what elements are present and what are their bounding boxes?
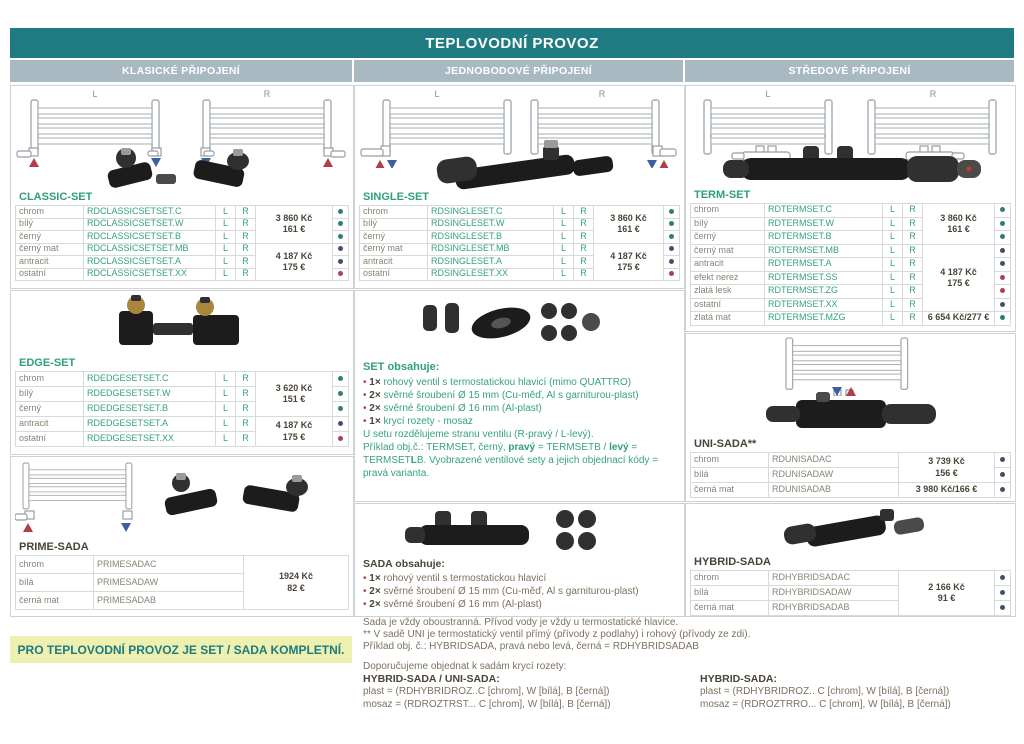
order-code: RDCLASSICSETSET.MB: [84, 243, 216, 256]
availability-dot: [1000, 575, 1005, 580]
set-note-example: Příklad obj.č.: TERMSET, černý, pravý = TERMSETB / levý = TERMSETLB. Vyobrazené ventilové sety a jejich objednací kódy = pravá varianta.: [363, 442, 659, 479]
side-right: R: [236, 402, 256, 417]
availability-dot: [338, 209, 343, 214]
flow-arrow-blue: [121, 523, 131, 532]
prime-sada-section: [10, 456, 354, 617]
order-code: RDCLASSICSETSET.XX: [84, 268, 216, 281]
side-right: R: [236, 417, 256, 432]
side-left: L: [216, 231, 236, 244]
finish-name: chrom: [16, 372, 84, 387]
availability-cell: [333, 268, 349, 281]
footer-recommendation: Doporučujeme objednat k sadám krycí rozety:: [363, 661, 567, 672]
order-code: RDCLASSICSETSET.C: [84, 206, 216, 219]
finish-name: bílý: [16, 218, 84, 231]
order-code: RDSINGLESET.A: [428, 256, 554, 269]
sada-contents-title: SADA obsahuje:: [363, 558, 445, 570]
availability-dot: [1000, 590, 1005, 595]
rosette-mosaz-line: mosaz = (RDROZTRST... C [chrom], W [bílá], B [černá]): [363, 699, 611, 710]
price-group: 4 187 Kč 175 €: [256, 243, 333, 281]
single-set-title: SINGLE-SET: [363, 191, 430, 203]
uni-sada-product-photo: [756, 390, 946, 438]
side-left: L: [883, 231, 903, 245]
flow-arrow-red: [659, 160, 669, 168]
finish-name: zlatá mat: [691, 312, 765, 326]
availability-cell: [664, 231, 680, 244]
rosette-block-hybrid-uni: [363, 673, 683, 711]
side-right: R: [574, 268, 594, 281]
availability-cell: [995, 586, 1011, 601]
finish-name: černý: [16, 402, 84, 417]
side-right: R: [903, 244, 923, 258]
price-group: 4 187 Kč 175 €: [923, 244, 995, 312]
availability-dot: [1000, 275, 1005, 280]
side-right: R: [574, 206, 594, 219]
order-code: RDHYBRIDSADAC: [769, 571, 899, 586]
order-code: RDTERMSET.B: [765, 231, 883, 245]
order-code: RDUNISADAB: [769, 483, 899, 498]
availability-dot: [338, 436, 343, 441]
classic-set-title: CLASSIC-SET: [19, 191, 93, 203]
finish-name: černý mat: [691, 244, 765, 258]
table-row: [360, 243, 680, 256]
availability-dot: [669, 221, 674, 226]
order-code: RDUNISADAW: [769, 468, 899, 483]
sada-contents-section: [354, 503, 685, 617]
order-code: PRIMESADAB: [94, 592, 244, 610]
term-set-table: [690, 203, 1011, 326]
term-set-product-photo: [711, 144, 991, 190]
availability-dot: [1000, 315, 1005, 320]
availability-cell: [664, 256, 680, 269]
diagram-label-left: L: [434, 89, 440, 99]
availability-cell: [333, 417, 349, 432]
availability-cell: [995, 601, 1011, 616]
availability-cell: [333, 206, 349, 219]
side-left: L: [216, 402, 236, 417]
side-right: R: [236, 231, 256, 244]
diagram-label-left: L: [765, 89, 771, 99]
order-code: RDUNISADAC: [769, 453, 899, 468]
uni-sada-section: [685, 333, 1016, 502]
page-title: TEPLOVODNÍ PROVOZ: [10, 28, 1014, 58]
finish-name: ostatní: [16, 432, 84, 447]
finish-name: antracit: [360, 256, 428, 269]
finish-name: ostatní: [691, 298, 765, 312]
order-code: RDEDGESETSET.C: [84, 372, 216, 387]
side-right: R: [903, 204, 923, 218]
availability-dot: [338, 391, 343, 396]
finish-name: chrom: [16, 206, 84, 219]
side-left: L: [883, 312, 903, 326]
list-item: • 2× svěrné šroubení Ø 15 mm (Cu-měď, Al s garniturou-plast): [363, 390, 639, 401]
availability-cell: [333, 387, 349, 402]
finish-name: černý mat: [360, 243, 428, 256]
price-group: 3 860 Kč 161 €: [256, 206, 333, 244]
column-header-classic: KLASICKÉ PŘIPOJENÍ: [10, 60, 352, 82]
column-header-single: JEDNOBODOVÉ PŘIPOJENÍ: [354, 60, 683, 82]
edge-set-table: [15, 371, 349, 447]
order-code: RDSINGLESET.W: [428, 218, 554, 231]
set-components-photo: [415, 295, 625, 357]
finish-name: černý: [360, 231, 428, 244]
price-group: 4 187 Kč 175 €: [256, 417, 333, 447]
table-row: [16, 417, 349, 432]
side-left: L: [216, 417, 236, 432]
finish-name: chrom: [691, 453, 769, 468]
side-right: R: [903, 298, 923, 312]
finish-name: bílý: [691, 217, 765, 231]
flow-arrow-red: [375, 160, 385, 168]
set-contents-section: [354, 290, 685, 502]
availability-cell: [333, 243, 349, 256]
table-row: [691, 453, 1011, 468]
availability-cell: [664, 243, 680, 256]
footer-note-2: ** V sadě UNI je termostatický ventil přímý (přívody z podlahy) i rohový (přívody ze zdi).: [363, 629, 751, 640]
footer-note-1: Sada je vždy oboustranná. Přívod vody je vždy u termostatické hlavice.: [363, 617, 679, 628]
finish-name: zlatá lesk: [691, 285, 765, 299]
order-code: PRIMESADAC: [94, 556, 244, 574]
availability-dot: [1000, 248, 1005, 253]
footer-note-3: Příklad obj. č.: HYBRIDSADA, pravá nebo levá, černá = RDHYBRIDSADAB: [363, 641, 699, 652]
side-left: L: [883, 217, 903, 231]
flow-arrow-red: [29, 158, 39, 167]
side-left: L: [883, 204, 903, 218]
order-code: RDTERMSET.MB: [765, 244, 883, 258]
side-left: L: [554, 268, 574, 281]
availability-dot: [1000, 221, 1005, 226]
side-left: L: [216, 372, 236, 387]
rosette-block-title: HYBRID-SADA / UNI-SADA:: [363, 673, 500, 685]
order-code: RDHYBRIDSADAW: [769, 586, 899, 601]
order-code: RDTERMSET.W: [765, 217, 883, 231]
side-right: R: [903, 271, 923, 285]
order-code: RDCLASSICSETSET.A: [84, 256, 216, 269]
availability-cell: [995, 244, 1011, 258]
single-set-product-photo: [425, 140, 625, 194]
order-code: RDEDGESETSET.A: [84, 417, 216, 432]
side-right: R: [574, 256, 594, 269]
availability-cell: [995, 468, 1011, 483]
availability-cell: [995, 231, 1011, 245]
table-row: [16, 556, 349, 574]
availability-dot: [338, 421, 343, 426]
list-item: • 2× svěrné šroubení Ø 16 mm (Al-plast): [363, 599, 542, 610]
side-left: L: [883, 244, 903, 258]
edge-set-product-photo: [101, 293, 271, 355]
finish-name: černý: [16, 231, 84, 244]
side-right: R: [236, 372, 256, 387]
finish-name: antracit: [16, 256, 84, 269]
availability-dot: [669, 259, 674, 264]
availability-dot: [1000, 457, 1005, 462]
edge-set-title: EDGE-SET: [19, 357, 76, 369]
table-row: [16, 243, 349, 256]
order-code: RDCLASSICSETSET.W: [84, 218, 216, 231]
finish-name: chrom: [691, 571, 769, 586]
finish-name: antracit: [16, 417, 84, 432]
availability-cell: [333, 372, 349, 387]
order-code: RDTERMSET.ZG: [765, 285, 883, 299]
side-left: L: [554, 206, 574, 219]
availability-cell: [333, 402, 349, 417]
list-item: • 1× rohový ventil s termostatickou hlavicí (mimo QUATTRO): [363, 377, 632, 388]
price-group: 3 739 Kč 156 €: [899, 453, 995, 483]
availability-cell: [995, 217, 1011, 231]
finish-name: ostatní: [360, 268, 428, 281]
availability-dot: [338, 259, 343, 264]
order-code: RDSINGLESET.B: [428, 231, 554, 244]
prime-sada-diagram-photo: [15, 459, 347, 539]
rosette-plast-line: plast = (RDHYBRIDROZ..C [chrom], W [bílá], B [černá]): [363, 686, 610, 697]
finish-name: ostatní: [16, 268, 84, 281]
side-right: R: [574, 243, 594, 256]
order-code: RDEDGESETSET.B: [84, 402, 216, 417]
single-set-section: [354, 85, 685, 289]
side-left: L: [216, 206, 236, 219]
price-single: 3 980 Kč/166 €: [899, 483, 995, 498]
side-right: R: [903, 312, 923, 326]
side-right: R: [236, 432, 256, 447]
term-set-title: TERM-SET: [694, 189, 751, 201]
availability-cell: [995, 271, 1011, 285]
uni-sada-diagram: [746, 336, 956, 396]
sada-product-photo: [405, 505, 645, 557]
availability-dot: [1000, 207, 1005, 212]
availability-cell: [664, 268, 680, 281]
availability-dot: [338, 221, 343, 226]
availability-dot: [669, 271, 674, 276]
rosette-plast-line: plast = (RDHYBRIDROZ.. C [chrom], W [bílá], B [černá]): [700, 686, 950, 697]
table-row: [16, 372, 349, 387]
side-left: L: [554, 231, 574, 244]
order-code: RDSINGLESET.C: [428, 206, 554, 219]
availability-dot: [338, 376, 343, 381]
finish-name: chrom: [16, 556, 94, 574]
availability-cell: [333, 256, 349, 269]
availability-cell: [664, 218, 680, 231]
hybrid-sada-product-photo: [776, 505, 936, 555]
uni-sada-title: UNI-SADA**: [694, 438, 757, 450]
side-left: L: [883, 285, 903, 299]
table-row: [16, 206, 349, 219]
table-row: [691, 204, 1011, 218]
classic-set-table: [15, 205, 349, 281]
rosette-mosaz-line: mosaz = (RDROZTRRO... C [chrom], W [bílá], B [černá]): [700, 699, 951, 710]
availability-cell: [995, 298, 1011, 312]
order-code: RDTERMSET.A: [765, 258, 883, 272]
availability-cell: [333, 432, 349, 447]
side-left: L: [216, 387, 236, 402]
availability-dot: [669, 209, 674, 214]
side-left: L: [216, 432, 236, 447]
flow-arrow-red: [323, 158, 333, 167]
classic-set-product-photo: [96, 144, 276, 194]
flow-arrow-blue: [647, 160, 657, 168]
order-code: RDTERMSET.XX: [765, 298, 883, 312]
classic-set-section: [10, 85, 354, 289]
table-row: [691, 312, 1011, 326]
order-code: RDSINGLESET.XX: [428, 268, 554, 281]
set-note-sides: U setu rozdělujeme stranu ventilu (R-pravý / L-levý).: [363, 429, 594, 440]
side-right: R: [574, 231, 594, 244]
order-code: RDTERMSET.SS: [765, 271, 883, 285]
flow-arrow-blue: [387, 160, 397, 168]
availability-dot: [1000, 472, 1005, 477]
single-set-table: [359, 205, 680, 281]
availability-dot: [338, 246, 343, 251]
side-right: R: [903, 231, 923, 245]
side-left: L: [554, 243, 574, 256]
order-code: RDTERMSET.C: [765, 204, 883, 218]
price-single: 6 654 Kč/277 €: [923, 312, 995, 326]
side-left: L: [216, 256, 236, 269]
diagram-label-right: R: [929, 89, 937, 99]
side-left: L: [216, 268, 236, 281]
set-contents-title: SET obsahuje:: [363, 361, 440, 373]
price-group: 2 166 Kč 91 €: [899, 571, 995, 616]
availability-dot: [1000, 234, 1005, 239]
finish-name: černá mat: [691, 601, 769, 616]
sada-contents-list: [363, 572, 678, 611]
side-left: L: [883, 258, 903, 272]
side-left: L: [216, 218, 236, 231]
availability-dot: [338, 234, 343, 239]
side-left: L: [554, 218, 574, 231]
price-group: 1924 Kč 82 €: [244, 556, 349, 610]
side-left: L: [554, 256, 574, 269]
table-row: [691, 483, 1011, 498]
prime-sada-title: PRIME-SADA: [19, 541, 89, 553]
order-code: RDHYBRIDSADAB: [769, 601, 899, 616]
availability-cell: [995, 258, 1011, 272]
availability-cell: [995, 571, 1011, 586]
term-set-section: [685, 85, 1016, 332]
availability-cell: [333, 231, 349, 244]
price-group: 3 860 Kč 161 €: [594, 206, 664, 244]
availability-dot: [669, 246, 674, 251]
finish-name: bílá: [691, 586, 769, 601]
diagram-label-right: R: [598, 89, 606, 99]
flow-arrow-red: [23, 523, 33, 532]
set-contents-list: [363, 376, 678, 480]
order-code: RDTERMSET.MZG: [765, 312, 883, 326]
availability-dot: [1000, 605, 1005, 610]
price-group: 3 620 Kč 151 €: [256, 372, 333, 417]
side-right: R: [236, 218, 256, 231]
side-left: L: [883, 298, 903, 312]
prime-sada-table: [15, 555, 349, 610]
order-code: RDCLASSICSETSET.B: [84, 231, 216, 244]
availability-dot: [338, 271, 343, 276]
availability-cell: [995, 312, 1011, 326]
availability-dot: [1000, 302, 1005, 307]
diagram-label-right: R: [263, 89, 271, 99]
finish-name: chrom: [360, 206, 428, 219]
finish-name: černá mat: [16, 592, 94, 610]
availability-cell: [995, 483, 1011, 498]
complete-set-banner: PRO TEPLOVODNÍ PROVOZ JE SET / SADA KOMPLETNÍ.: [10, 636, 352, 663]
diagram-label-left: L: [92, 89, 98, 99]
side-left: L: [216, 243, 236, 256]
finish-name: bílý: [360, 218, 428, 231]
rosette-block-hybrid: [700, 673, 1020, 711]
availability-dot: [338, 406, 343, 411]
finish-name: bílá: [691, 468, 769, 483]
finish-name: efekt nerez: [691, 271, 765, 285]
table-row: [691, 571, 1011, 586]
availability-dot: [1000, 487, 1005, 492]
list-item: • 2× svěrné šroubení Ø 16 mm (Al-plast): [363, 403, 542, 414]
side-right: R: [236, 243, 256, 256]
availability-cell: [333, 218, 349, 231]
uni-sada-table: [690, 452, 1011, 498]
list-item: • 2× svěrné šroubení Ø 15 mm (Cu-měď, Al s garniturou-plast): [363, 586, 639, 597]
price-group: 3 860 Kč 161 €: [923, 204, 995, 245]
finish-name: černý mat: [16, 243, 84, 256]
list-item: • 1× rohový ventil s termostatickou hlavicí: [363, 573, 547, 584]
availability-cell: [995, 453, 1011, 468]
column-header-central: STŘEDOVÉ PŘIPOJENÍ: [685, 60, 1014, 82]
availability-dot: [1000, 288, 1005, 293]
table-row: [691, 244, 1011, 258]
finish-name: bílá: [16, 574, 94, 592]
availability-cell: [664, 206, 680, 219]
availability-cell: [995, 285, 1011, 299]
finish-name: chrom: [691, 204, 765, 218]
order-code: RDEDGESETSET.W: [84, 387, 216, 402]
availability-dot: [1000, 261, 1005, 266]
finish-name: bílý: [16, 387, 84, 402]
rosette-block-title: HYBRID-SADA:: [700, 673, 777, 685]
hybrid-sada-section: [685, 503, 1016, 617]
order-code: PRIMESADAW: [94, 574, 244, 592]
side-left: L: [883, 271, 903, 285]
availability-dot: [669, 234, 674, 239]
side-right: R: [236, 387, 256, 402]
side-right: R: [236, 268, 256, 281]
side-right: R: [903, 258, 923, 272]
order-code: RDEDGESETSET.XX: [84, 432, 216, 447]
hybrid-sada-title: HYBRID-SADA: [694, 556, 771, 568]
side-right: R: [903, 285, 923, 299]
hybrid-sada-table: [690, 570, 1011, 616]
side-right: R: [236, 206, 256, 219]
finish-name: antracit: [691, 258, 765, 272]
side-right: R: [574, 218, 594, 231]
finish-name: černá mat: [691, 483, 769, 498]
side-right: R: [903, 217, 923, 231]
order-code: RDSINGLESET.MB: [428, 243, 554, 256]
list-item: • 1× krycí rozety - mosaz: [363, 416, 473, 427]
price-group: 4 187 Kč 175 €: [594, 243, 664, 281]
availability-cell: [995, 204, 1011, 218]
table-row: [360, 206, 680, 219]
side-right: R: [236, 256, 256, 269]
edge-set-section: [10, 290, 354, 455]
finish-name: černý: [691, 231, 765, 245]
